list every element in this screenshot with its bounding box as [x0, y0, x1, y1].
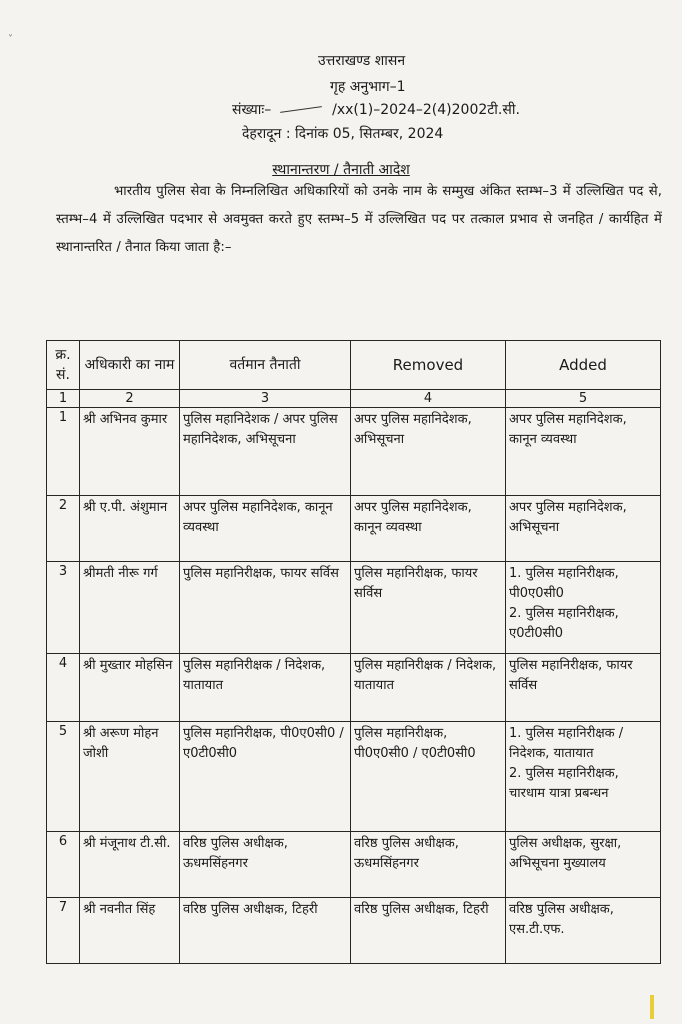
current-posting: अपर पुलिस महानिदेशक, कानून व्यवस्था — [180, 496, 351, 562]
serial-number: 5 — [47, 722, 80, 832]
section-heading: गृह अनुभाग–1 — [330, 79, 406, 95]
place-date — [242, 125, 443, 143]
serial-number: 7 — [47, 898, 80, 964]
current-posting: पुलिस महानिरीक्षक, फायर सर्विस — [180, 562, 351, 654]
table-row — [47, 898, 661, 964]
govt-heading: उत्तराखण्ड शासन — [318, 53, 406, 69]
column-number: 2 — [80, 390, 180, 408]
added-posting: 1. पुलिस महानिरीक्षक, पी0ए0सी0 2. पुलिस महानिरीक्षक, ए0टी0सी0 — [506, 562, 661, 654]
removed-posting: वरिष्ठ पुलिस अधीक्षक, टिहरी — [351, 898, 506, 964]
order-number-value: /xx(1)–2024–2(4)2002टी.सी. — [332, 102, 520, 118]
transfer-table — [46, 340, 661, 964]
officer-name: श्रीमती नीरू गर्ग — [80, 562, 180, 654]
serial-number: 1 — [47, 408, 80, 496]
table-row — [47, 832, 661, 898]
table-row — [47, 496, 661, 562]
column-number: 1 — [47, 390, 80, 408]
officer-name: श्री मुख्तार मोहसिन — [80, 654, 180, 722]
page-edge-marker — [650, 995, 654, 1019]
removed-posting: पुलिस महानिरीक्षक, फायर सर्विस — [351, 562, 506, 654]
serial-number: 2 — [47, 496, 80, 562]
current-posting: पुलिस महानिदेशक / अपर पुलिस महानिदेशक, अभिसूचना — [180, 408, 351, 496]
header-current-posting: वर्तमान तैनाती — [180, 341, 351, 390]
serial-number: 6 — [47, 832, 80, 898]
number-blank-line — [280, 106, 322, 113]
removed-posting: अपर पुलिस महानिदेशक, कानून व्यवस्था — [351, 496, 506, 562]
place-date-label: देहरादून : दिनांक — [242, 126, 329, 142]
removed-posting: पुलिस महानिरीक्षक / निदेशक, यातायात — [351, 654, 506, 722]
serial-number: 3 — [47, 562, 80, 654]
order-title: स्थानान्तरण / तैनाती आदेश — [272, 162, 410, 178]
table-row — [47, 562, 661, 654]
column-number-row — [47, 390, 661, 408]
removed-posting: वरिष्ठ पुलिस अधीक्षक, ऊधमसिंहनगर — [351, 832, 506, 898]
current-posting: वरिष्ठ पुलिस अधीक्षक, ऊधमसिंहनगर — [180, 832, 351, 898]
officer-name: श्री नवनीत सिंह — [80, 898, 180, 964]
order-number-label: संख्याः– — [232, 102, 272, 118]
added-posting: अपर पुलिस महानिदेशक, कानून व्यवस्था — [506, 408, 661, 496]
current-posting: वरिष्ठ पुलिस अधीक्षक, टिहरी — [180, 898, 351, 964]
added-posting: पुलिस अधीक्षक, सुरक्षा, अभिसूचना मुख्यालय — [506, 832, 661, 898]
order-number — [232, 101, 520, 119]
table-row — [47, 722, 661, 832]
margin-mark: ˅ — [8, 34, 13, 45]
table-row — [47, 654, 661, 722]
current-posting: पुलिस महानिरीक्षक, पी0ए0सी0 / ए0टी0सी0 — [180, 722, 351, 832]
added-posting: 1. पुलिस महानिरीक्षक / निदेशक, यातायात 2. पुलिस महानिरीक्षक, चारधाम यात्रा प्रबन्धन — [506, 722, 661, 832]
header-serial: क्र. सं. — [47, 341, 80, 390]
table-header-row — [47, 341, 661, 390]
removed-posting: पुलिस महानिरीक्षक, पी0ए0सी0 / ए0टी0सी0 — [351, 722, 506, 832]
serial-number: 4 — [47, 654, 80, 722]
header-added: Added — [506, 341, 661, 390]
officer-name: श्री ए.पी. अंशुमान — [80, 496, 180, 562]
date-value: 05, सितम्बर, 2024 — [332, 126, 444, 142]
column-number: 3 — [180, 390, 351, 408]
officer-name: श्री मंजूनाथ टी.सी. — [80, 832, 180, 898]
added-posting: अपर पुलिस महानिदेशक, अभिसूचना — [506, 496, 661, 562]
added-posting: वरिष्ठ पुलिस अधीक्षक, एस.टी.एफ. — [506, 898, 661, 964]
current-posting: पुलिस महानिरीक्षक / निदेशक, यातायात — [180, 654, 351, 722]
order-body-text: भारतीय पुलिस सेवा के निम्नलिखित अधिकारियों को उनके नाम के सम्मुख अंकित स्तम्भ–3 में उल्लिखित पद से, स्तम्भ–4 में उल्लिखित पदभार से अवमुक्त करते हुए स्तम्भ–5 में उल्लिखित पद पर तत्काल प्रभाव से जनहित / कार्यहित में स्थानान्तरित / तैनात किया जाता है:– — [56, 184, 662, 255]
removed-posting: अपर पुलिस महानिदेशक, अभिसूचना — [351, 408, 506, 496]
column-number: 5 — [506, 390, 661, 408]
officer-name: श्री अभिनव कुमार — [80, 408, 180, 496]
header-officer-name: अधिकारी का नाम — [80, 341, 180, 390]
table-row — [47, 408, 661, 496]
officer-name: श्री अरूण मोहन जोशी — [80, 722, 180, 832]
column-number: 4 — [351, 390, 506, 408]
header-removed: Removed — [351, 341, 506, 390]
added-posting: पुलिस महानिरीक्षक, फायर सर्विस — [506, 654, 661, 722]
